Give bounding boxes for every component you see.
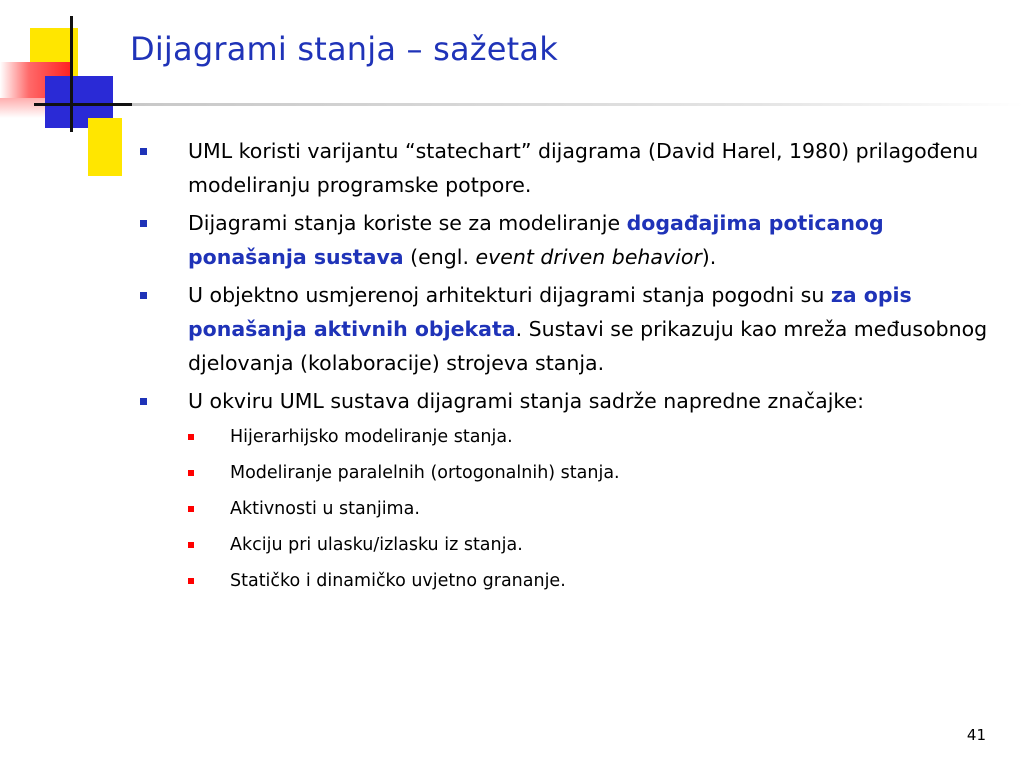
- bullet-highlight: događajima poticanog ponašanja sustava: [188, 211, 884, 269]
- bullet-item: [132, 134, 992, 202]
- sub-bullet-item: [132, 458, 992, 488]
- title-underline-rule: [132, 103, 1024, 106]
- bullet-text: U objektno usmjerenoj arhitekturi dijagrami stanja pogodni su: [188, 283, 831, 307]
- bullet-text: . Sustavi se prikazuju kao mreža međusobnog djelovanja (kolaboracije) strojeva stanja.: [188, 317, 988, 375]
- decoration-yellow-strip: [88, 118, 122, 176]
- sub-bullet-item: [132, 494, 992, 524]
- bullet-square-icon: [140, 148, 147, 155]
- sub-bullet-item: [132, 530, 992, 560]
- decoration-horizontal-line: [34, 103, 132, 106]
- sub-bullet-item: [132, 566, 992, 596]
- bullet-highlight: za opis ponašanja aktivnih objekata: [188, 283, 912, 341]
- bullet-text: U okviru UML sustava dijagrami stanja sadrže napredne značajke:: [188, 389, 865, 413]
- bullet-italic-term: event driven behavior: [475, 245, 702, 269]
- page-title: Dijagrami stanja – sažetak: [130, 30, 558, 68]
- sub-bullet-square-icon: [188, 578, 194, 584]
- slide-number: 41: [966, 726, 986, 744]
- sub-bullet-text: Akciju pri ulasku/izlasku iz stanja.: [230, 535, 523, 555]
- bullet-text: ).: [701, 245, 717, 269]
- sub-bullet-text: Aktivnosti u stanjima.: [230, 499, 420, 519]
- sub-bullet-text: Modeliranje paralelnih (ortogonalnih) stanja.: [230, 463, 620, 483]
- sub-bullet-square-icon: [188, 542, 194, 548]
- sub-bullet-square-icon: [188, 470, 194, 476]
- bullet-item: [132, 278, 992, 380]
- slide-content: [132, 134, 992, 602]
- bullet-text: (engl.: [403, 245, 476, 269]
- bullet-text: UML koristi varijantu “statechart” dijagrama (David Harel, 1980) prilagođenu modeliranju programske potpore.: [188, 139, 979, 197]
- sub-bullet-item: [132, 422, 992, 452]
- sub-bullet-square-icon: [188, 434, 194, 440]
- sub-bullet-text: Statičko i dinamičko uvjetno grananje.: [230, 571, 566, 591]
- bullet-item: [132, 206, 992, 274]
- decoration-vertical-line: [70, 16, 73, 132]
- sub-bullet-text: Hijerarhijsko modeliranje stanja.: [230, 427, 513, 447]
- bullet-square-icon: [140, 220, 147, 227]
- bullet-square-icon: [140, 292, 147, 299]
- bullet-square-icon: [140, 398, 147, 405]
- bullet-item: [132, 384, 992, 418]
- sub-bullet-square-icon: [188, 506, 194, 512]
- bullet-text: Dijagrami stanja koriste se za modeliranje: [188, 211, 627, 235]
